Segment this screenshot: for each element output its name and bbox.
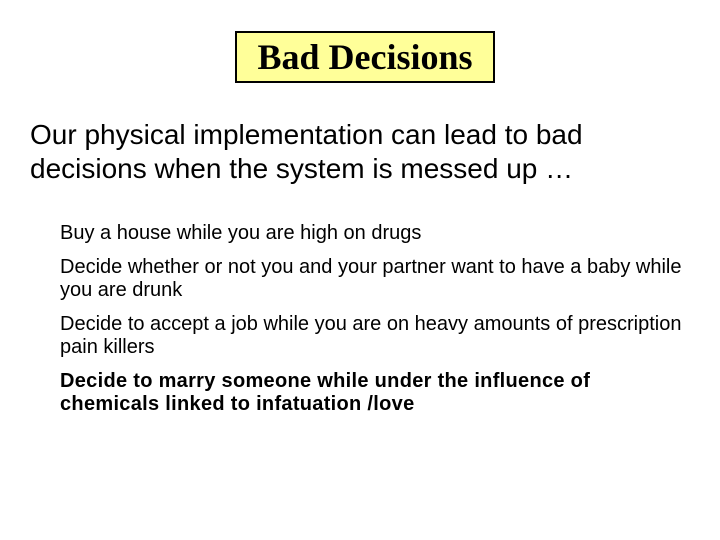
bullet-item: Decide whether or not you and your partner want to have a baby while you are drunk xyxy=(60,256,682,301)
title-box xyxy=(235,31,495,83)
slide-title: Bad Decisions xyxy=(257,37,473,77)
bullet-list xyxy=(60,222,690,427)
bullet-item: Buy a house while you are high on drugs xyxy=(60,222,422,244)
intro-text: Our physical implementation can lead to bad decisions when the system is messed up … xyxy=(30,119,583,184)
bullet-item: Decide to accept a job while you are on heavy amounts of prescription pain killers xyxy=(60,313,682,358)
bullet-item-emphasized: Decide to marry someone while under the influence of chemicals linked to infatuation /love xyxy=(60,370,591,415)
